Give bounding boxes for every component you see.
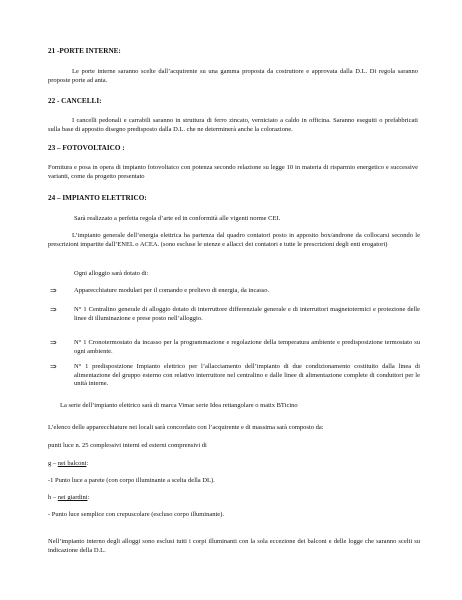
para-norme-cei: Sarà realizzato a perfetta regola d’arte ed in conformità alle vigenti norme CEI. <box>74 215 281 222</box>
label-balconi-prefix: g – <box>48 460 58 467</box>
para-corpi-illuminanti: Nell’impianto interno degli alloggi sono esclusi tutti i corpi illuminanti con la sola eccezione dei balconi e delle logge che saranno scelti su indicazione della D.L. <box>48 538 420 554</box>
arrow-icon: ⇒ <box>50 362 57 371</box>
label-giardini <box>48 494 89 503</box>
label-balconi <box>48 460 88 469</box>
heading-impianto-elettrico: 24 – IMPIANTO ELETTRICO: <box>48 194 147 202</box>
para-ogni-alloggio: Ogni alloggio sarà dotato di: <box>74 270 149 277</box>
list-item-cronotermostato: N° 1 Cronotermostato da incasso per la programmazione e regolazione della temperatura ambiente e predisposizione termostato su ogni ambiente. <box>74 339 420 355</box>
label-giardini-text: nei giardini <box>57 494 88 501</box>
para-serie-vimar: La serie dell’impianto elettrico sarà di marca Vimar serie Idea rettangolare o matix BTicino <box>60 402 298 409</box>
list-item-apparecchiature: Apparecchiature modulari per il comando e prelievo di energia, da incasso. <box>74 287 270 294</box>
arrow-icon: ⇒ <box>50 305 57 314</box>
label-balconi-text: nei balconi <box>57 460 87 467</box>
para-punti-luce: punti luce n. 25 complessivi interni ed esterni comprensivi di <box>48 442 207 449</box>
item-balconi: -1 Punto luce a parete (con corpo illuminante a scelta della DL). <box>48 477 215 484</box>
arrow-icon: ⇒ <box>50 338 57 347</box>
para-elenco: L’elenco delle apparecchiature nei locali sarà concordato con l’acquirente e di massima sarà composto da: <box>48 424 324 431</box>
label-balconi-colon: : <box>86 460 89 467</box>
list-item-centralino: N° 1 Centralino generale di alloggio dotato di interruttore differenziale generale e di interruttori magnetotermici e protezione delle linee di illuminazione e prese posto nell’alloggio. <box>74 306 420 322</box>
para-impianto-generale: L’impianto generale dell’energia elettrica ha partenza dal quadro contatori posto in apposito box/androne da collocarsi secondo le prescrizioni impartite dall’ENEL o ACEA. (sono escluse le utenze e allacci dei contatori e tutte le prescrizioni degli enti erogatori) <box>48 232 420 248</box>
arrow-icon: ⇒ <box>50 286 57 295</box>
para-fotovoltaico: Fornitura e posa in opera di impianto fotovoltaico con potenza secondo relazione su legge 10 in materia di risparmio energetico e successive varianti, come da progetto presentato <box>48 164 418 180</box>
label-giardini-colon: : <box>87 494 90 501</box>
list-item-condizionamento: N° 1 predisposizione Impianto elettrico per l’allacciamento dell’impianto di due condizionamento costituito dalla linea di alimentazione del gruppo esterno con relativo interruttore nel centralino e dalle linee di alimentazione complete di conduttori per le unità interne. <box>74 363 420 388</box>
heading-cancelli: 22 - CANCELLI: <box>48 97 102 105</box>
heading-fotovoltaico: 23 – FOTOVOLTAICO : <box>48 144 125 152</box>
heading-porte-interne: 21 -PORTE INTERNE: <box>48 47 121 55</box>
item-giardini: - Punto luce semplice con crepuscolare (escluso corpo illuminante). <box>48 511 224 518</box>
para-cancelli: I cancelli pedonali e carrabili saranno in struttura di ferro zincato, verniciato a caldo in officina. Saranno eseguiti o prefabbricati sulla base di apposito disegno predisposto dalla D.L. che ne determinerà anche la colorazione. <box>48 117 418 133</box>
label-giardini-prefix: h – <box>48 494 58 501</box>
para-porte-interne: Le porte interne saranno scelte dall’acquirente su una gamma proposta da costruttore e approvata dalla D.L. Di regola saranno proposte porte ad anta. <box>48 68 418 84</box>
